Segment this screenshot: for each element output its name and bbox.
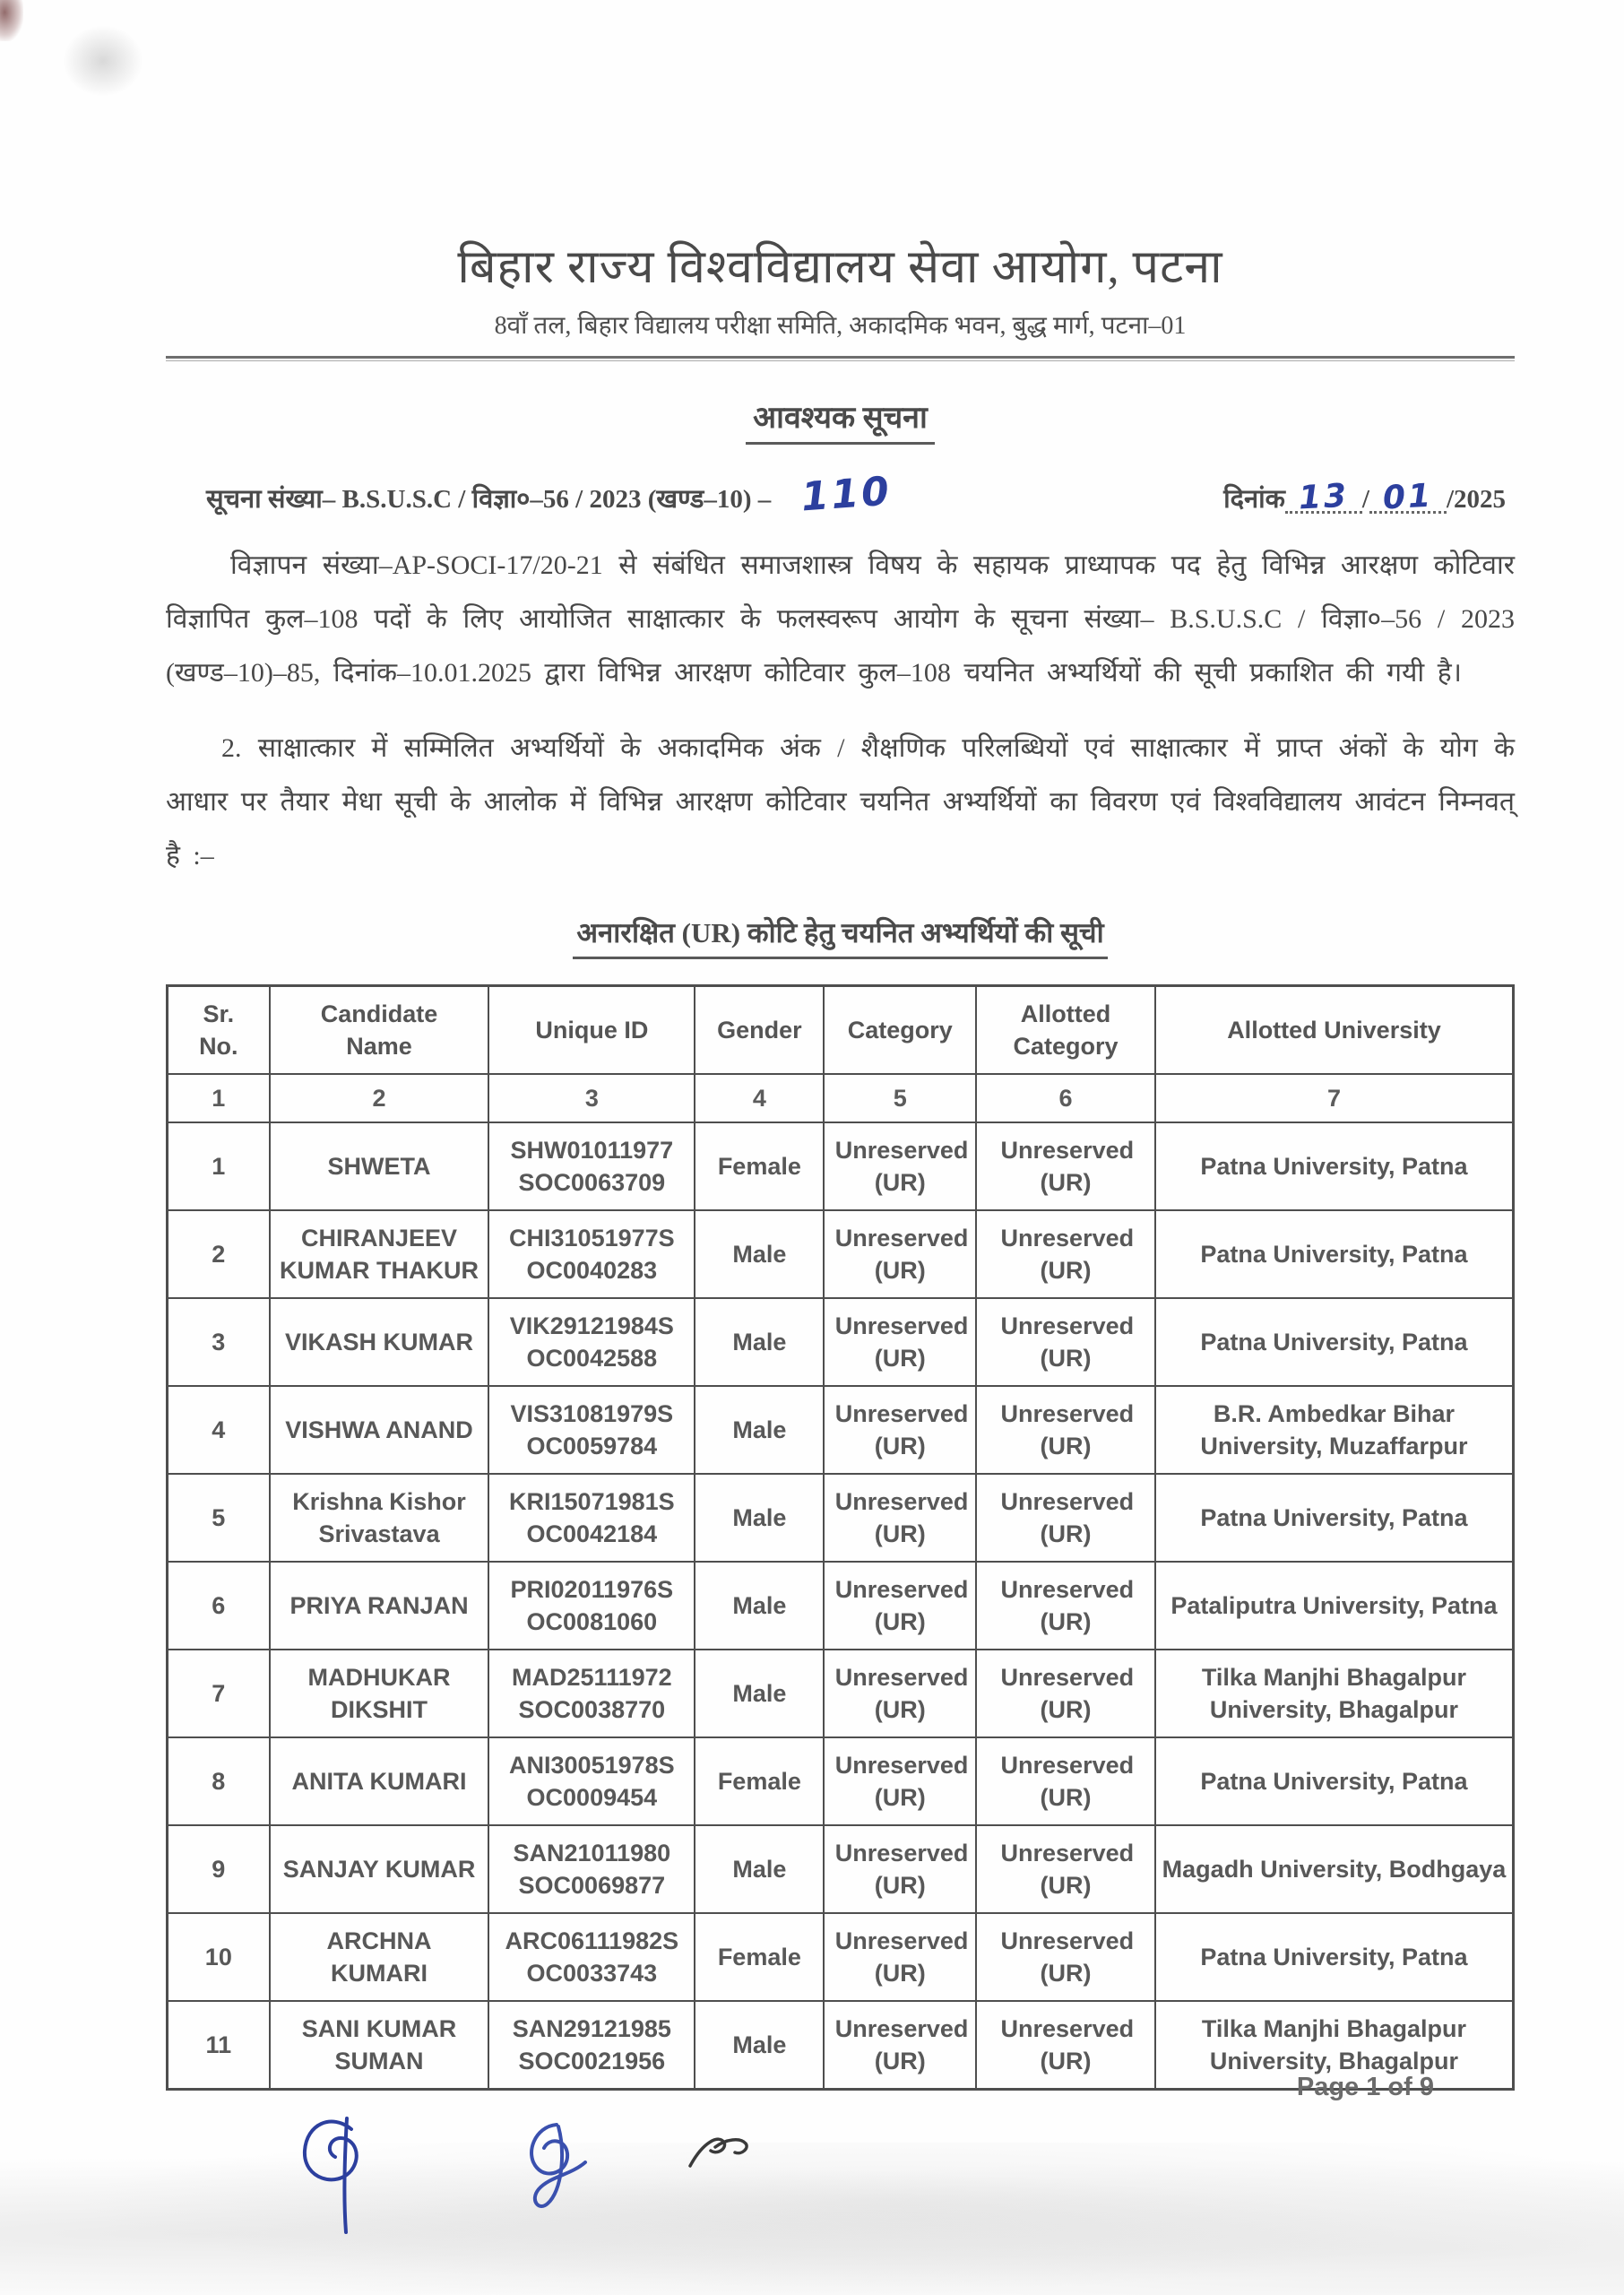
table-row <box>168 1210 1514 1298</box>
table-row <box>168 1386 1514 1474</box>
table-row <box>168 1737 1514 1825</box>
cell-allotted-category <box>976 1210 1155 1298</box>
cell-category <box>824 1386 976 1474</box>
uid-line-1: ANI30051978S <box>509 1752 675 1779</box>
cell-name: ANITA KUMARI <box>270 1737 489 1825</box>
header-candidate-name <box>270 986 489 1075</box>
cell-name: MADHUKAR DIKSHIT <box>270 1650 489 1737</box>
cell-sr: 7 <box>168 1650 270 1737</box>
cell-sr: 9 <box>168 1825 270 1913</box>
cell-gender: Male <box>695 2001 824 2090</box>
category-text: Unreserved (UR) <box>834 1752 969 1811</box>
cell-sr: 11 <box>168 2001 270 2090</box>
cell-sr: 8 <box>168 1737 270 1825</box>
cell-university: Tilka Manjhi Bhagalpur University, Bhagalpur <box>1155 2001 1514 2090</box>
cell-university: Patna University, Patna <box>1155 1122 1514 1210</box>
cell-category <box>824 1650 976 1737</box>
allotted-category-text: Unreserved (UR) <box>1000 1927 1135 1987</box>
date-month-field <box>1369 477 1447 517</box>
cell-gender: Male <box>695 1825 824 1913</box>
uid-line-1: ARC06111982S <box>505 1927 679 1954</box>
cell-uid <box>488 1474 695 1562</box>
cell-gender: Female <box>695 1122 824 1210</box>
cell-name: CHIRANJEEV KUMAR THAKUR <box>270 1210 489 1298</box>
table-header-row <box>168 986 1514 1075</box>
table-row <box>168 1913 1514 2001</box>
notice-heading-wrap <box>166 395 1515 445</box>
column-number-row <box>168 1074 1514 1122</box>
header-allotted-university <box>1155 986 1514 1075</box>
cell-allotted-category <box>976 1737 1155 1825</box>
uid-line-1: MAD25111972 <box>512 1664 672 1691</box>
header-category-label: Category <box>847 1017 953 1044</box>
cell-uid <box>488 1386 695 1474</box>
table-row <box>168 1122 1514 1210</box>
category-text: Unreserved (UR) <box>834 1137 969 1196</box>
cell-name: Krishna Kishor Srivastava <box>270 1474 489 1562</box>
cell-name: SANI KUMAR SUMAN <box>270 2001 489 2090</box>
cell-gender: Male <box>695 1474 824 1562</box>
cell-allotted-category <box>976 1650 1155 1737</box>
cell-allotted-category <box>976 1913 1155 2001</box>
notice-number-handwritten: 110 <box>799 468 894 521</box>
header-category <box>824 986 976 1075</box>
cell-university: Patna University, Patna <box>1155 1210 1514 1298</box>
notice-heading: आवश्यक सूचना <box>746 395 935 445</box>
cell-category <box>824 1122 976 1210</box>
cell-gender: Male <box>695 1650 824 1737</box>
cell-allotted-category <box>976 1386 1155 1474</box>
category-text: Unreserved (UR) <box>834 1400 969 1459</box>
cell-name: VIKASH KUMAR <box>270 1298 489 1386</box>
cell-uid <box>488 1650 695 1737</box>
cell-category <box>824 1210 976 1298</box>
uid-line-2: SOC0021956 <box>518 2048 666 2074</box>
allotted-category-text: Unreserved (UR) <box>1000 1752 1135 1811</box>
table-row <box>168 1298 1514 1386</box>
cell-university: Magadh University, Bodhgaya <box>1155 1825 1514 1913</box>
header-gender <box>695 986 824 1075</box>
table-row <box>168 1474 1514 1562</box>
cell-allotted-category <box>976 1298 1155 1386</box>
header-allotted-category <box>976 986 1155 1075</box>
header-sr-no <box>168 986 270 1075</box>
col-number-7: 7 <box>1155 1074 1514 1122</box>
uid-line-2: SOC0038770 <box>518 1696 666 1723</box>
col-number-1: 1 <box>168 1074 270 1122</box>
category-text: Unreserved (UR) <box>834 1664 969 1723</box>
cell-gender: Male <box>695 1562 824 1650</box>
date-day-handwritten: 13 <box>1297 477 1350 517</box>
cell-category <box>824 1474 976 1562</box>
commission-address: 8वाँ तल, बिहार विद्यालय परीक्षा समिति, अकादमिक भवन, बुद्ध मार्ग, पटना–01 <box>494 312 1187 340</box>
allotted-category-text: Unreserved (UR) <box>1000 1137 1135 1196</box>
cell-allotted-category <box>976 1474 1155 1562</box>
date-day-field <box>1285 477 1362 517</box>
col-number-5: 5 <box>824 1074 976 1122</box>
uid-line-1: VIK29121984S <box>509 1312 674 1339</box>
uid-line-2: OC0059784 <box>526 1433 658 1459</box>
cell-university: Patna University, Patna <box>1155 1474 1514 1562</box>
uid-line-2: OC0040283 <box>526 1257 658 1284</box>
cell-gender: Male <box>695 1210 824 1298</box>
cell-sr: 10 <box>168 1913 270 2001</box>
uid-line-2: OC0033743 <box>526 1960 658 1987</box>
cell-uid <box>488 1562 695 1650</box>
uid-line-2: OC0009454 <box>526 1784 658 1811</box>
uid-line-2: SOC0069877 <box>518 1872 666 1899</box>
category-text: Unreserved (UR) <box>834 1312 969 1372</box>
cell-sr: 6 <box>168 1562 270 1650</box>
col-number-4: 4 <box>695 1074 824 1122</box>
date-month-handwritten: 01 <box>1381 477 1434 517</box>
signature-ink-blue-2 <box>515 2116 600 2228</box>
cell-uid <box>488 1913 695 2001</box>
cell-name: ARCHNA KUMARI <box>270 1913 489 2001</box>
uid-line-1: SHW01011977 <box>510 1137 674 1164</box>
header-divider <box>166 356 1515 361</box>
allotted-category-text: Unreserved (UR) <box>1000 2015 1135 2074</box>
date-separator: / <box>1361 485 1369 514</box>
uid-line-2: OC0081060 <box>526 1608 658 1635</box>
cell-category <box>824 1913 976 2001</box>
cell-category <box>824 2001 976 2090</box>
allotted-category-text: Unreserved (UR) <box>1000 1488 1135 1547</box>
cell-gender: Female <box>695 1737 824 1825</box>
document-sheet <box>166 0 1515 2091</box>
cell-allotted-category <box>976 1562 1155 1650</box>
uid-line-2: OC0042588 <box>526 1345 658 1372</box>
uid-line-1: SAN21011980 <box>513 1840 671 1866</box>
cell-uid <box>488 1122 695 1210</box>
signature-ink-black <box>683 2123 764 2186</box>
header-unique-id <box>488 986 695 1075</box>
cell-uid <box>488 1737 695 1825</box>
cell-gender: Female <box>695 1913 824 2001</box>
paragraph-2: 2. साक्षात्कार में सम्मिलित अभ्यर्थियों के अकादमिक अंक / शैक्षणिक परिलब्धियों एवं साक्षात्कार में प्राप्त अंकों के योग के आधार पर तैयार मेधा सूची के आलोक में विभिन्न आरक्षण कोटिवार चयनित अभ्यर्थियों का विवरण एवं विश्वविद्यालय आवंटन निम्नवत् है :– <box>166 733 1515 870</box>
date-group <box>1223 477 1506 517</box>
cell-name: SANJAY KUMAR <box>270 1825 489 1913</box>
header-sr-no-label: Sr. No. <box>199 1000 238 1060</box>
cell-university: B.R. Ambedkar Bihar University, Muzaffarpur <box>1155 1386 1514 1474</box>
reference-line <box>166 468 1515 521</box>
category-text: Unreserved (UR) <box>834 1488 969 1547</box>
cell-uid <box>488 1825 695 1913</box>
cell-university: Patna University, Patna <box>1155 1913 1514 2001</box>
table-row <box>168 1825 1514 1913</box>
uid-line-1: KRI15071981S <box>509 1488 675 1515</box>
cell-name: PRIYA RANJAN <box>270 1562 489 1650</box>
cell-sr: 1 <box>168 1122 270 1210</box>
table-row <box>168 1650 1514 1737</box>
uid-line-2: OC0042184 <box>526 1520 658 1547</box>
uid-line-1: PRI02011976S <box>510 1576 674 1603</box>
paragraph-1: विज्ञापन संख्या–AP-SOCI-17/20-21 से संबंधित समाजशास्त्र विषय के सहायक प्राध्यापक पद हेतु विभिन्न आरक्षण कोटिवार विज्ञापित कुल–108 पदों के लिए आयोजित साक्षात्कार के फलस्वरूप आयोग के सूचना संख्या– B.S.U.S.C / विज्ञा०–56 / 2023 (खण्ड–10)–85, दिनांक–10.01.2025 द्वारा विभिन्न आरक्षण कोटिवार कुल–108 चयनित अभ्यर्थियों की सूची प्रकाशित की गयी है। <box>166 550 1515 688</box>
col-number-6: 6 <box>976 1074 1155 1122</box>
uid-line-1: SAN29121985 <box>512 2015 671 2042</box>
scan-smudge-bottom <box>0 2143 1624 2295</box>
category-text: Unreserved (UR) <box>834 1576 969 1635</box>
allotted-category-text: Unreserved (UR) <box>1000 1576 1135 1635</box>
uid-line-1: VIS31081979S <box>510 1400 674 1427</box>
signature-stroke <box>305 2122 357 2180</box>
allotted-category-text: Unreserved (UR) <box>1000 1840 1135 1899</box>
cell-allotted-category <box>976 2001 1155 2090</box>
page-number-label: Page 1 of 9 <box>1296 2073 1434 2101</box>
cell-uid <box>488 1210 695 1298</box>
signature-stroke <box>535 2126 585 2206</box>
cell-university: Tilka Manjhi Bhagalpur University, Bhagalpur <box>1155 1650 1514 1737</box>
commission-title: बिहार राज्य विश्वविद्यालय सेवा आयोग, पटना <box>457 242 1223 293</box>
allotted-category-text: Unreserved (UR) <box>1000 1312 1135 1372</box>
cell-category <box>824 1737 976 1825</box>
cell-allotted-category <box>976 1122 1155 1210</box>
cell-name: VISHWA ANAND <box>270 1386 489 1474</box>
cell-gender: Male <box>695 1386 824 1474</box>
scan-smudge-corner <box>0 0 23 41</box>
table-title-wrap <box>166 914 1515 959</box>
category-text: Unreserved (UR) <box>834 1225 969 1284</box>
uid-line-1: CHI31051977S <box>509 1225 675 1251</box>
cell-sr: 5 <box>168 1474 270 1562</box>
col-number-2: 2 <box>270 1074 489 1122</box>
cell-uid <box>488 2001 695 2090</box>
category-text: Unreserved (UR) <box>834 2015 969 2074</box>
cell-category <box>824 1298 976 1386</box>
signature-ink-blue-1 <box>296 2111 394 2241</box>
uid-line-2: SOC0063709 <box>518 1169 666 1196</box>
date-year: /2025 <box>1446 485 1506 514</box>
cell-sr: 2 <box>168 1210 270 1298</box>
col-number-3: 3 <box>488 1074 695 1122</box>
cell-sr: 3 <box>168 1298 270 1386</box>
cell-category <box>824 1562 976 1650</box>
header-allotted-university-label: Allotted University <box>1227 1017 1441 1044</box>
category-text: Unreserved (UR) <box>834 1840 969 1899</box>
cell-allotted-category <box>976 1825 1155 1913</box>
cell-category <box>824 1825 976 1913</box>
cell-sr: 4 <box>168 1386 270 1474</box>
scan-smudge-blob <box>63 25 143 97</box>
header-allotted-category-label: Allotted Category <box>1013 1000 1119 1060</box>
allotted-category-text: Unreserved (UR) <box>1000 1225 1135 1284</box>
cell-gender: Male <box>695 1298 824 1386</box>
cell-uid <box>488 1298 695 1386</box>
notice-number-label: सूचना संख्या– B.S.U.S.C / विज्ञा०–56 / 2023 (खण्ड–10) – <box>206 485 772 514</box>
allotted-category-text: Unreserved (UR) <box>1000 1400 1135 1459</box>
cell-university: Patna University, Patna <box>1155 1737 1514 1825</box>
category-text: Unreserved (UR) <box>834 1927 969 1987</box>
table-title: अनारक्षित (UR) कोटि हेतु चयनित अभ्यर्थियों की सूची <box>573 914 1107 959</box>
cell-university: Pataliputra University, Patna <box>1155 1562 1514 1650</box>
allotted-category-text: Unreserved (UR) <box>1000 1664 1135 1723</box>
date-label: दिनांक <box>1223 485 1285 514</box>
cell-name: SHWETA <box>270 1122 489 1210</box>
selected-candidates-table <box>166 984 1515 2091</box>
header-gender-label: Gender <box>717 1017 802 1044</box>
header-unique-id-label: Unique ID <box>535 1017 649 1044</box>
cell-university: Patna University, Patna <box>1155 1298 1514 1386</box>
header-candidate-name-label: Candidate Name <box>320 1000 438 1060</box>
table-row <box>168 1562 1514 1650</box>
notice-number-group <box>206 468 894 521</box>
